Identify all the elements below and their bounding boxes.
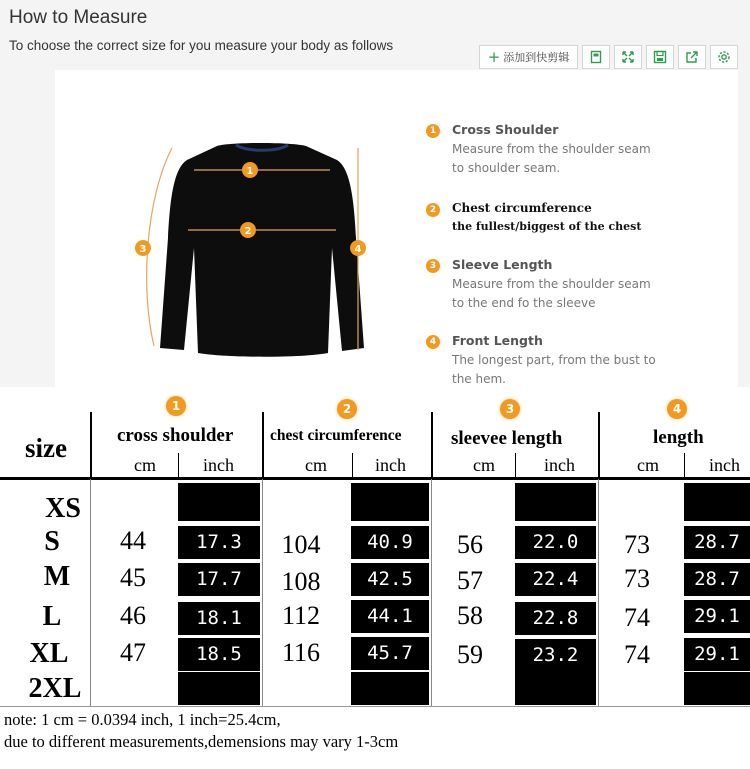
cm-cell: 58 bbox=[457, 601, 483, 630]
floppy-button[interactable] bbox=[646, 45, 674, 69]
save-page-button[interactable] bbox=[582, 45, 610, 69]
size-label-xl: XL bbox=[29, 638, 69, 669]
cm-cell: 74 bbox=[624, 603, 650, 632]
guide-title: Cross Shoulder bbox=[452, 122, 559, 137]
svg-text:2: 2 bbox=[244, 226, 252, 237]
cm-cell: 59 bbox=[457, 640, 483, 669]
header-bottom-border bbox=[0, 477, 750, 480]
fullscreen-button[interactable] bbox=[614, 45, 642, 69]
grid-line bbox=[178, 453, 179, 478]
cm-cell: 57 bbox=[457, 566, 483, 595]
size-label-2xl: 2XL bbox=[28, 673, 82, 704]
size-chart-table bbox=[0, 387, 750, 769]
inch-cell-xs bbox=[684, 483, 750, 521]
cm-cell: 73 bbox=[624, 564, 650, 593]
group-number-3: 3 bbox=[500, 399, 520, 419]
inch-cell: 22.0 bbox=[515, 526, 596, 559]
cm-cell: 74 bbox=[624, 640, 650, 669]
guide-title: Sleeve Length bbox=[452, 257, 553, 272]
inch-subheader: inch bbox=[544, 455, 575, 475]
inch-cell: 45.7 bbox=[351, 637, 429, 670]
add-to-clip-label: 添加到快剪辑 bbox=[503, 51, 570, 64]
page-title: How to Measure bbox=[9, 7, 148, 28]
inch-cell-xs bbox=[178, 483, 260, 521]
inch-cell: 17.7 bbox=[178, 563, 260, 596]
guide-description: Measure from the shoulder seam to shoulder seam. bbox=[452, 142, 651, 175]
cm-subheader: cm bbox=[637, 455, 659, 475]
inch-cell-xs bbox=[351, 483, 429, 521]
inch-cell: 44.1 bbox=[351, 600, 429, 633]
share-icon bbox=[685, 50, 699, 64]
inch-cell: 18.1 bbox=[178, 602, 260, 635]
inch-cell: 23.2 bbox=[515, 639, 596, 672]
share-button[interactable] bbox=[678, 45, 706, 69]
inch-cell: 18.5 bbox=[178, 638, 260, 671]
page-subtitle: To choose the correct size for you measure your body as follows bbox=[9, 38, 394, 53]
inch-cell: 28.7 bbox=[684, 563, 750, 596]
guide-number: 2 bbox=[426, 203, 440, 217]
guide-number: 4 bbox=[426, 335, 440, 349]
guide-description: Measure from the shoulder seam to the end fo the sleeve bbox=[452, 277, 651, 310]
inch-cell: 17.3 bbox=[178, 526, 260, 559]
grid-line bbox=[684, 453, 685, 478]
sleeve-length-header: sleevee length bbox=[451, 428, 563, 449]
guide-description: The longest part, from the bust to the hem. bbox=[452, 353, 656, 386]
sweater-illustration bbox=[132, 138, 392, 378]
size-label-l: L bbox=[42, 601, 62, 632]
settings-icon bbox=[717, 50, 731, 64]
length-header: length bbox=[653, 427, 704, 448]
cm-subheader: cm bbox=[473, 455, 495, 475]
cm-subheader: cm bbox=[305, 455, 327, 475]
cm-cell: 112 bbox=[281, 601, 321, 630]
inch-cell-2xl bbox=[178, 672, 260, 705]
grid-line bbox=[262, 412, 264, 478]
size-column-header: size bbox=[25, 433, 67, 463]
variance-note: due to different measurements,demensions may vary 1-3cm bbox=[4, 732, 399, 751]
save-page-icon bbox=[589, 50, 603, 64]
floppy-icon bbox=[653, 50, 667, 64]
inch-cell: 29.1 bbox=[684, 600, 750, 633]
chest-circumference-header: chest circumference bbox=[270, 427, 402, 444]
inch-cell: 28.7 bbox=[684, 526, 750, 559]
inch-cell-xs bbox=[515, 483, 596, 521]
inch-cell: 29.1 bbox=[684, 638, 750, 671]
cross-shoulder-header: cross shoulder bbox=[117, 425, 234, 446]
guide-title: Chest circumference bbox=[452, 201, 592, 215]
grid-line bbox=[515, 453, 516, 478]
clip-toolbar bbox=[479, 45, 738, 69]
marker-2 bbox=[240, 222, 256, 238]
marker-3 bbox=[135, 240, 151, 256]
cm-cell: 46 bbox=[120, 601, 146, 630]
cm-cell: 44 bbox=[120, 526, 146, 555]
cm-cell: 104 bbox=[281, 530, 321, 559]
grid-line bbox=[598, 479, 599, 707]
svg-text:4: 4 bbox=[354, 244, 362, 255]
cm-cell: 73 bbox=[624, 530, 650, 559]
inch-subheader: inch bbox=[203, 455, 234, 475]
add-to-clip-button[interactable] bbox=[479, 45, 578, 69]
svg-text:3: 3 bbox=[139, 244, 147, 255]
group-number-4: 4 bbox=[667, 399, 687, 419]
grid-line bbox=[262, 479, 263, 707]
size-label-m: M bbox=[43, 561, 71, 592]
guide-description: the fullest/biggest of the chest bbox=[452, 220, 642, 233]
cm-cell: 108 bbox=[281, 567, 321, 596]
inch-cell: 22.8 bbox=[515, 602, 596, 635]
group-number-2: 2 bbox=[337, 399, 357, 419]
settings-button[interactable] bbox=[710, 45, 738, 69]
inch-cell: 40.9 bbox=[351, 526, 429, 559]
grid-line bbox=[352, 453, 353, 478]
measure-illustration-panel bbox=[55, 70, 738, 387]
cm-cell: 56 bbox=[457, 530, 483, 559]
size-label-s: S bbox=[44, 526, 60, 557]
grid-line bbox=[598, 412, 600, 478]
group-number-1: 1 bbox=[166, 396, 186, 416]
table-bottom-border bbox=[0, 706, 750, 707]
inch-subheader: inch bbox=[375, 455, 406, 475]
conversion-note: note: 1 cm = 0.0394 inch, 1 inch=25.4cm, bbox=[4, 710, 281, 729]
inch-cell: 42.5 bbox=[351, 563, 429, 596]
inch-cell-2xl bbox=[515, 672, 596, 705]
guide-title: Front Length bbox=[452, 333, 543, 348]
cm-cell: 45 bbox=[120, 563, 146, 592]
size-label-xs: XS bbox=[45, 493, 81, 524]
grid-line bbox=[431, 412, 433, 478]
plus-icon: + bbox=[487, 47, 501, 66]
fullscreen-icon bbox=[621, 50, 635, 64]
guide-number: 3 bbox=[426, 259, 440, 273]
inch-subheader: inch bbox=[709, 455, 740, 475]
grid-line bbox=[431, 479, 432, 707]
cm-subheader: cm bbox=[134, 455, 156, 475]
svg-text:1: 1 bbox=[246, 166, 254, 177]
guide-number: 1 bbox=[426, 124, 440, 138]
marker-1 bbox=[242, 162, 258, 178]
cm-cell: 116 bbox=[281, 638, 321, 667]
grid-line bbox=[90, 412, 92, 478]
sweater-shape bbox=[160, 143, 364, 357]
inch-cell-2xl bbox=[684, 672, 750, 705]
cm-cell: 47 bbox=[120, 638, 146, 667]
marker-4 bbox=[350, 240, 366, 256]
inch-cell-2xl bbox=[351, 672, 429, 705]
inch-cell: 22.4 bbox=[515, 563, 596, 596]
